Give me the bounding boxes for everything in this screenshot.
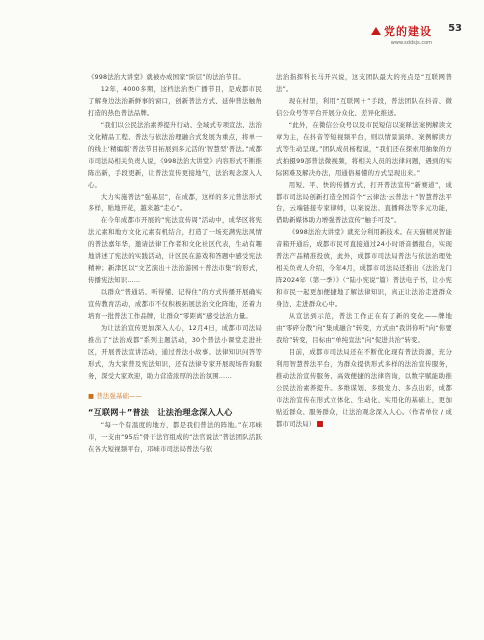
right-column — [276, 72, 452, 431]
section-tag: ■ 普法强基础—— — [88, 391, 143, 400]
paragraph — [276, 347, 452, 431]
page-header — [262, 14, 462, 54]
paragraph: 大力实施普法“强基层”，在成都，这样的多元普法形式多样，贴地开花，越来越“走心”。 — [88, 192, 262, 213]
masthead — [370, 20, 432, 46]
paragraph: 在今年成都市开展的“宪法宣传周”活动中，成华区将宪法元素和地方文化元素有机结合，打造了一场充满宪法风情的普法嘉年华，邀请法律工作者和文化社区代表，生动有趣地讲述了宪法的实践活动，计区民在游戏和答题中感受宪法精神；新津区以“文艺演出＋法治游园＋普法市集”的形式，传播宪法知识…… — [88, 216, 262, 285]
paragraph: 法治指挥科长马开兴说，这支团队最大的亮点是“互联网普法”。 — [276, 73, 452, 93]
paragraph: 12年，4000多期，这档法治类广播节目，是成都市民了解身边法治新鲜事的窗口，创新普法方式、延伸普法触角打造的热色普法品牌。 — [88, 84, 262, 117]
section-heading: “互联网＋”普法 让法治理念深入人心 — [88, 406, 233, 417]
paragraph-text: 目前，成都市司法局还在不断优化现有普法资源，充分利用智慧普法平台，为群众提供形式多样的法治宣传服务，推动法治宣传服务、高效便捷的法律咨询，以数字赋能助推公民法治素养提升。多维谋划、多级发力、多点出彩，成都市法治宣传在形式立体化、生动化、实用化的基础上，更加贴近群众、服务群众，让法治观念深入人心。（作者单位 / 成都市司法局） — [276, 347, 452, 428]
paragraph: 现在村里，利用“互联网＋”手段，普法团队在抖音、微信公众号等平台开展分众化、差异化推送。 — [276, 96, 452, 117]
paragraph: “每一个有温度的地方，都是我们普法的阵地。”在邛崃市，一支由“95后”骨干法官组成的“法官说法”普法团队活跃在各大短视频平台，邛崃市司法局普法与依 — [88, 420, 262, 453]
left-column — [88, 72, 262, 456]
party-emblem-icon — [370, 26, 382, 36]
paragraph: 《998法治大讲堂》就被办成国家“阶层”的法治节目。 — [88, 73, 245, 81]
paragraph: 从宣法到示范，普法工作正在有了新的变化——牌地由“零碎分散”向“集成融合”转变，方式由“我讲你听”向“你要我给”转变，目标由“单纯宣法”向“促进共治”转变。 — [276, 312, 452, 344]
paragraph: 为让法治宣传更加深入人心，12月4日，成都市司法局推出了“法治成都”系列主题活动，30个普法小课堂走进社区，开展普法宣讲活动，通过普法小故事、法律知识问答等形式，为大家普及宪法知识，还有法律专家开展现场咨询服务，深受大家欢迎，助力营造浓厚的法治氛围…… — [88, 324, 262, 380]
paragraph: “我们以公民法治素养提升行动、全域式专项宣法、法治文化精品工程、普法与依法治理融合式发展为重点，将单一的线上‘精编版’普法节目拓展到多元活的‘智慧型’普法。”成都市司法局相关负责人说，《998法治大讲堂》内容形式不断推陈出新，手段更新，让普法宣传更接地气，法治观念深入人心。 — [88, 120, 262, 189]
paragraph: “此外，在微信公众号以及市民短信以案释法案例解读文章为主，在抖音等短视频平台，则以情景演绎、案例解读方式等生动呈现。”团队成员杨程说，“我们还在探索用抽象的方式拍摄99部普法微视频，将相关人员的法律问题，遇到的实际困难及解决办法，用通俗易懂的方式呈现出来。” — [276, 120, 452, 177]
paragraph: 《998法治大讲堂》就充分利用新技术。在天猫精灵智能音箱开通后，成都市民可直接通过24小时语音播报台，实现普法产品精准投放，此外，成都市司法局普法与依法治理处相关负责人介绍，今年4月，成都市司法局还推出《法治龙门阵2024年（第一季）》（“陆小宪说”篇）普法电子书，让小宪和市民一起更加便捷地了解法律知识，真正让法治走进群众身边、走进群众心中。 — [276, 228, 452, 309]
website-url: www.sddsjs.com — [390, 40, 432, 46]
end-of-article-icon — [317, 421, 323, 427]
paragraph: 用短、平、快的传播方式，打开普法宣传“新赛道”，成都市司法局创新打造全国首个“云律法·云普法＋”智慧普法平台，云端链接专家律师，以案说法、直播释法等多元功能，借助新媒体助力增强普法宣传“触手可及”。 — [276, 180, 452, 225]
paragraph: 以群众“普通话、听得懂、记得住”的方式传播开展确实宣传教育活动，成都市不仅积极拓展法治文化阵地，还着力培育一批普法工作品牌，让群众“零距离”感受法治力量。 — [88, 288, 262, 321]
magazine-logo: 党的建设 — [384, 25, 432, 38]
page-number: 53 — [448, 23, 462, 34]
